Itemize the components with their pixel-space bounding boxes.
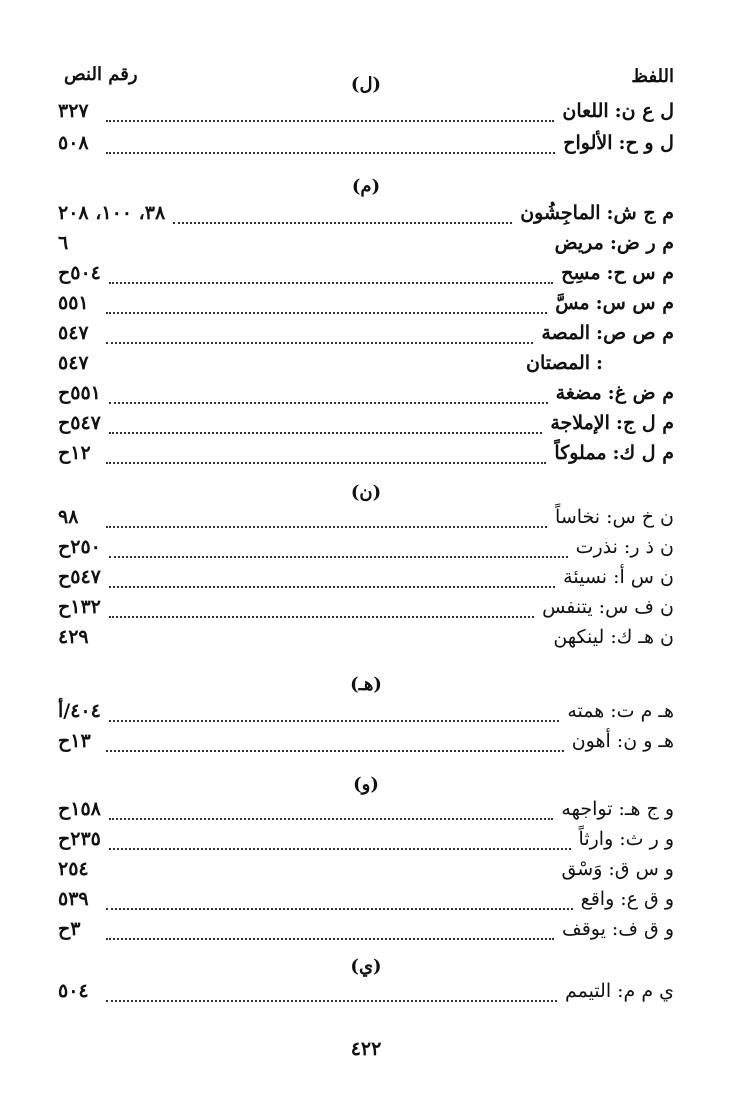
entry-reference: ٥٠٨ [58, 132, 89, 154]
dot-leader [106, 151, 555, 154]
dot-leader [106, 937, 554, 940]
dot-leader [109, 719, 559, 722]
dot-leader [106, 119, 554, 122]
index-entry: ن ف س : يتنفس ١٣٢ح [58, 596, 674, 618]
entry-reference: ٢٥٠ح [58, 536, 101, 558]
entry-root: م س ح [613, 262, 674, 284]
entry-word: نخاساً [555, 506, 601, 528]
entry-root: م ص ص [603, 322, 674, 344]
index-entry: م س س : مسَّ ٥٥١ [58, 292, 674, 314]
dot-leader [109, 431, 542, 434]
entry-root: هـ و ن [623, 730, 674, 752]
dot-leader [173, 221, 512, 224]
dot-leader [106, 749, 564, 752]
entry-word: الإملاجة [550, 412, 610, 434]
index-entry: م ض غ : مضغة ٥٥١ح [58, 382, 674, 404]
index-entry: ن س أ : نسيئة ٥٤٧ح [58, 566, 674, 588]
entry-reference: ٤٠٤/أ [58, 700, 101, 722]
dot-leader [106, 341, 533, 344]
index-entry: ن ذ ر : نذرت ٢٥٠ح [58, 536, 674, 558]
entry-word: المصتان [526, 352, 591, 374]
entry-reference: ٣٢٧ [58, 100, 89, 122]
dot-leader [106, 461, 546, 464]
entry-reference: ١٣ح [58, 730, 91, 752]
entry-root: م ج ش [613, 202, 674, 224]
entry-root: م ل ج [622, 412, 674, 434]
index-entry: و ق ع : واقع ٥٣٩ [58, 888, 674, 910]
entry-reference: ٥٤٧ [58, 352, 89, 374]
dot-leader [106, 311, 547, 314]
index-entry: : المصتان ٥٤٧ [58, 352, 604, 374]
section-heading-ha: (هـ) [350, 674, 382, 695]
section-heading-nun: (ن) [350, 482, 382, 503]
dot-leader [106, 999, 557, 1002]
entry-reference: ٥٠٤ [58, 980, 89, 1002]
entry-reference: ٢٥٤ [58, 858, 89, 880]
entry-root: و ق ع [626, 888, 674, 910]
entry-root: ن خ س [612, 506, 674, 528]
entry-root: م ل ك [619, 442, 674, 464]
dot-leader [106, 907, 573, 910]
entry-word: مريض [554, 232, 604, 254]
entry-root: و ج هـ [624, 798, 674, 820]
entry-reference: ٥٤٧ح [58, 412, 101, 434]
section-heading-lam: (ل) [350, 74, 382, 95]
dot-leader [109, 401, 548, 404]
entry-root: م ر ض [616, 232, 674, 254]
entry-root: ل و ح [625, 132, 674, 154]
entry-word: يوقف [562, 918, 606, 940]
section-heading-waw: (و) [353, 774, 379, 795]
entry-word: نسيئة [563, 566, 608, 588]
entry-reference: ٣٨، ١٠٠، ٢٠٨ [58, 202, 166, 224]
index-entry: ن هـ ك : لينكهن ٤٢٩ [58, 626, 674, 648]
entry-word: التيمم [564, 980, 612, 1002]
entry-reference: ٩٨ [58, 506, 79, 528]
index-entry: ي م م : التيمم ٥٠٤ [58, 980, 674, 1002]
index-entry: و س ق : وَسْق ٢٥٤ [58, 858, 674, 880]
index-entry: م ل ك : مملوكاً ١٢ح [58, 442, 674, 464]
entry-word: وارثاً [578, 828, 614, 850]
entry-word: لينكهن [553, 626, 605, 648]
entry-word: مسَّ [555, 292, 590, 314]
entry-root: ي م م [623, 980, 674, 1002]
entry-root: ن هـ ك [616, 626, 674, 648]
entry-reference: ٥٤٧ [58, 322, 89, 344]
index-entry: هـ و ن : أهون ١٣ح [58, 730, 674, 752]
dot-leader [109, 817, 554, 820]
index-entry: م س ح : مسِح ٥٠٤ح [58, 262, 674, 284]
entry-reference: ٥٥١ [58, 292, 89, 314]
entry-word: مسِح [561, 262, 601, 284]
section-heading-mim: (م) [351, 176, 381, 197]
entry-root: ن ذ ر [630, 536, 674, 558]
index-entry: ل و ح : الألواح ٥٠٨ [58, 132, 674, 154]
column-title-word: اللفظ [631, 66, 674, 87]
entry-word: همته [567, 700, 605, 722]
entry-reference: ١٢ح [58, 442, 91, 464]
index-entry: م ج ش : الماجِشُون ٣٨، ١٠٠، ٢٠٨ [58, 202, 674, 224]
index-entry: و ر ث : وارثاً ٢٣٥ح [58, 828, 674, 850]
entry-root: و ر ث [625, 828, 674, 850]
entry-word: نذرت [575, 536, 618, 558]
dot-leader [109, 615, 534, 618]
entry-word: الألواح [563, 132, 613, 154]
entry-reference: ٦ [58, 232, 69, 254]
entry-word: مملوكاً [554, 442, 607, 464]
index-entry: هـ م ت : همته ٤٠٤/أ [58, 700, 674, 722]
dot-leader [109, 281, 553, 284]
entry-root: ل ع ن [621, 100, 674, 122]
index-entry: م ص ص : المصة ٥٤٧ [58, 322, 674, 344]
entry-word: اللعان [562, 100, 609, 122]
entry-word: وَسْق [561, 858, 603, 880]
dot-leader [109, 847, 571, 850]
entry-root: و س ق [614, 858, 674, 880]
page-header [58, 60, 674, 94]
entry-root: م س س [602, 292, 674, 314]
column-title-reference: رقم النص [64, 64, 138, 85]
entry-word: تواجهه [561, 798, 613, 820]
dot-leader [109, 585, 555, 588]
entry-root: ن س أ [619, 566, 674, 588]
index-entry: و ق ف : يوقف ٣ح [58, 918, 674, 940]
index-entry: ن خ س : نخاساً ٩٨ [58, 506, 674, 528]
entry-reference: ٢٣٥ح [58, 828, 101, 850]
entry-word: المصة [541, 322, 591, 344]
entry-root: ن ف س [605, 596, 674, 618]
index-entry: ل ع ن : اللعان ٣٢٧ [58, 100, 674, 122]
index-entry: م ل ج : الإملاجة ٥٤٧ح [58, 412, 674, 434]
entry-word: واقع [580, 888, 615, 910]
entry-word: الماجِشُون [520, 202, 601, 224]
entry-reference: ٤٢٩ [58, 626, 89, 648]
entry-reference: ١٥٨ح [58, 798, 101, 820]
entry-root: و ق ف [618, 918, 674, 940]
entry-root: م ض غ [614, 382, 674, 404]
entry-word: يتنفس [542, 596, 593, 618]
entry-reference: ٥٠٤ح [58, 262, 101, 284]
index-entry: و ج هـ : تواجهه ١٥٨ح [58, 798, 674, 820]
entry-reference: ٥٥١ح [58, 382, 101, 404]
page-number: ٤٢٢ [350, 1038, 382, 1060]
dot-leader [106, 525, 547, 528]
section-heading-ya: (ي) [350, 956, 382, 977]
dot-leader [109, 555, 568, 558]
entry-reference: ٥٣٩ [58, 888, 89, 910]
index-entry: م ر ض : مريض ٦ [58, 232, 674, 254]
entry-root: هـ م ت [616, 700, 674, 722]
entry-reference: ٣ح [58, 918, 81, 940]
entry-word: أهون [571, 730, 611, 752]
entry-reference: ١٣٢ح [58, 596, 101, 618]
entry-word: مضغة [555, 382, 602, 404]
entry-reference: ٥٤٧ح [58, 566, 101, 588]
index-page [58, 60, 674, 1060]
